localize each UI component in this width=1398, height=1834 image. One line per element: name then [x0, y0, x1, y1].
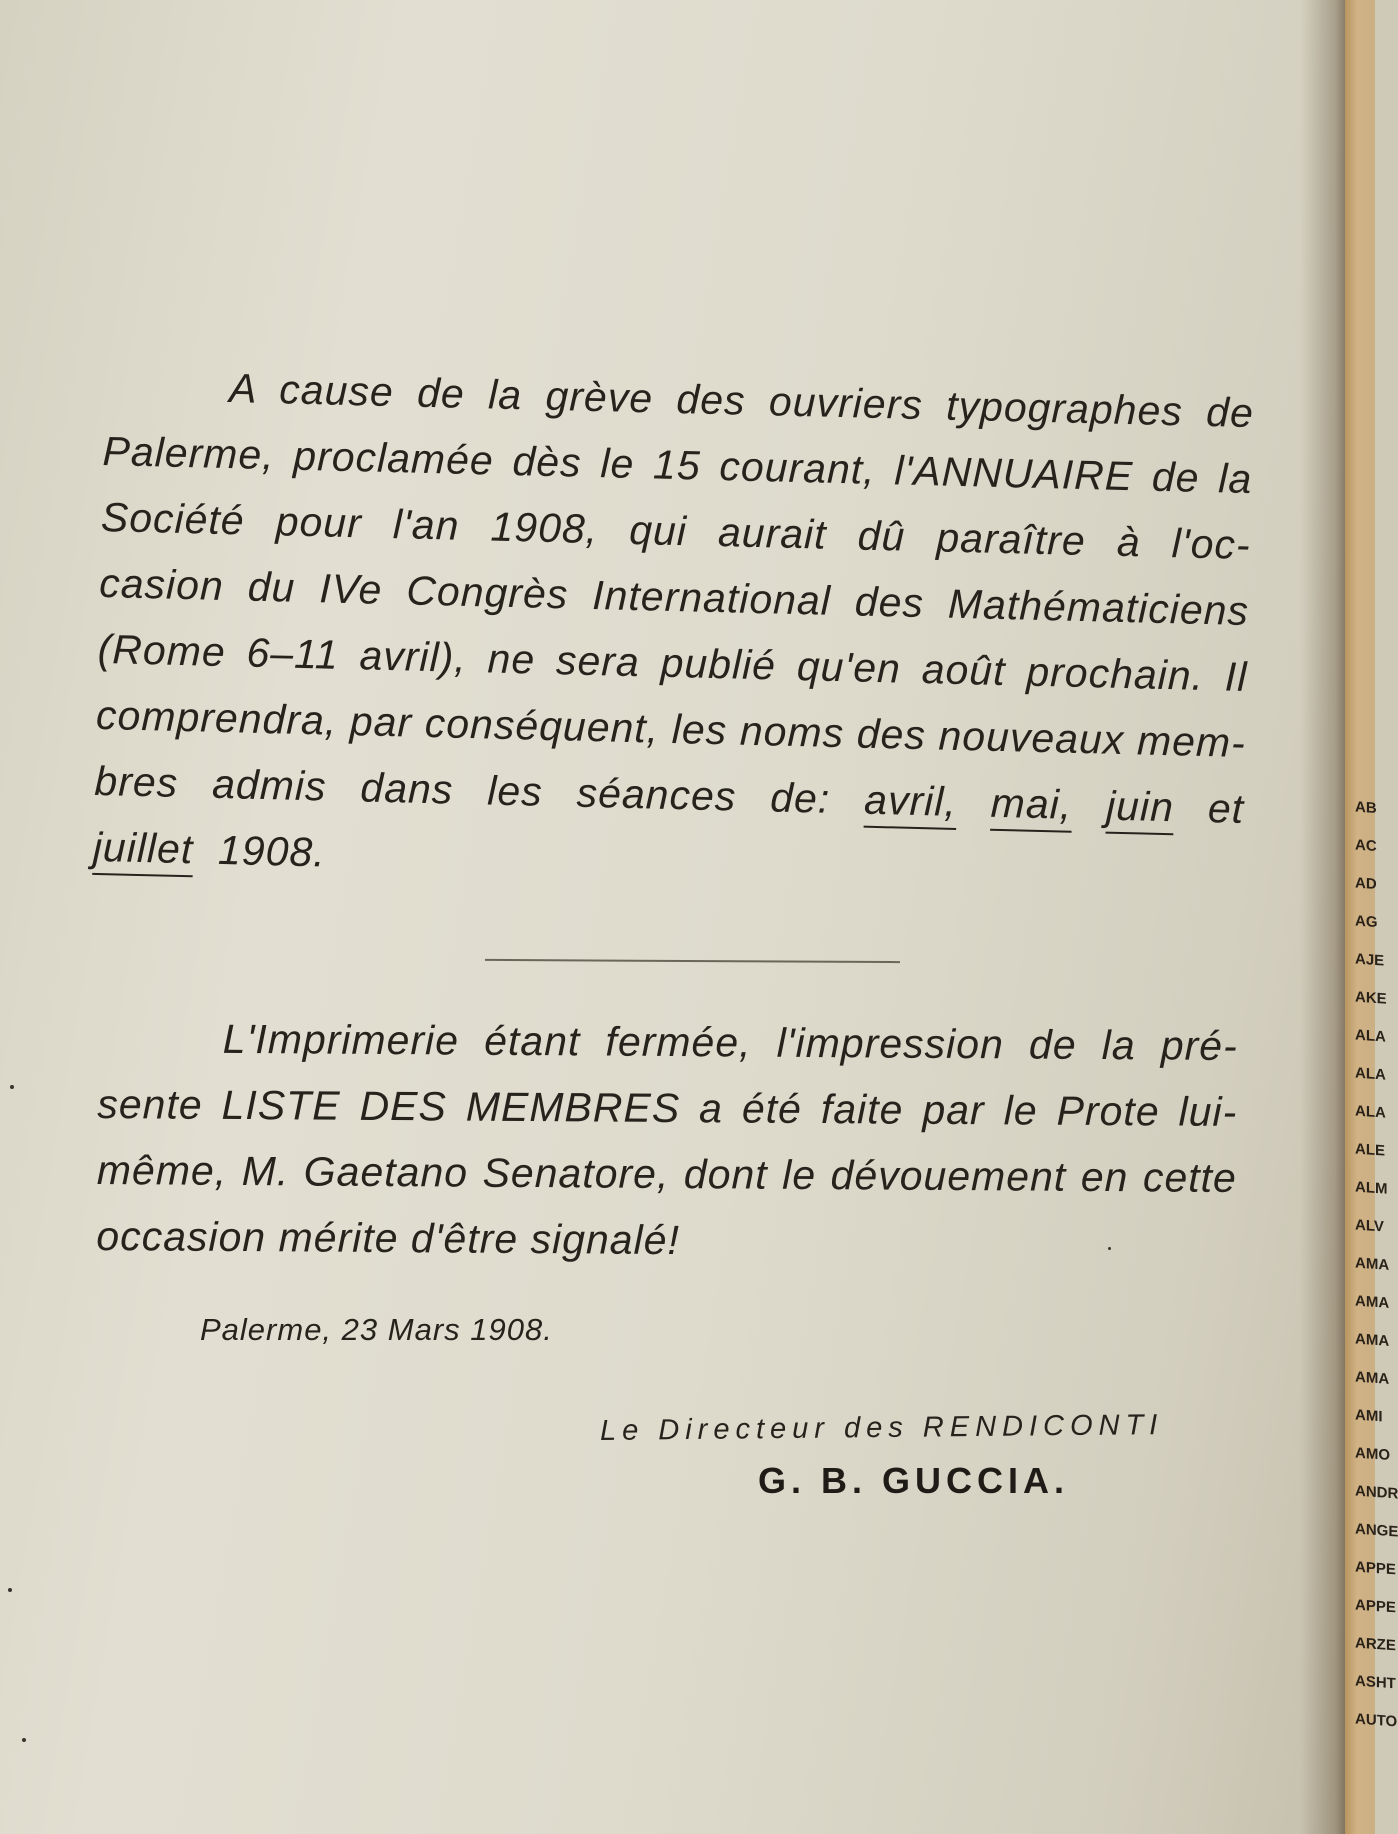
text-line: occasion mérite d'être signalé! — [96, 1212, 681, 1264]
signature-title: Le Directeur des RENDICONTI — [599, 1409, 1164, 1447]
facing-page-edge — [1345, 0, 1398, 1834]
paper-speck — [22, 1738, 26, 1742]
text-line: comprendra, par conséquent, les noms des nouveaux mem- — [95, 691, 1247, 766]
text-line: sente LISTE DES MEMBRES a été faite par le Prote lui- — [97, 1080, 1238, 1135]
month-may: mai, — [990, 779, 1073, 828]
text-line: L'Imprimerie étant fermée, l'impression de la pré- — [222, 1015, 1238, 1069]
facing-page-index-fragments: AB AC AD AG AJE AKE ALA ALA ALA ALE ALM ALV AMA AMA AMA AMA AMI AMO ANDR ANGE APPE APPE ARZE ASHT AUTO — [1355, 798, 1398, 1731]
text-line-start: bres admis dans les séances de: — [93, 757, 831, 822]
paper-speck — [10, 1085, 14, 1089]
month-april: avril, — [863, 776, 958, 825]
paragraph-strike-notice — [92, 352, 1255, 908]
paper-speck — [1108, 1247, 1111, 1250]
book-gutter-shadow — [1300, 0, 1350, 1834]
text-line: même, M. Gaetano Senatore, dont le dévouement en cette — [96, 1146, 1237, 1201]
text-line: A cause de la grève des ouvriers typographes de — [228, 365, 1255, 437]
text-line: Société pour l'an 1908, qui aurait dû paraître à l'oc- — [100, 493, 1252, 569]
text-line: casion du IVe Congrès International des Mathématiciens — [98, 559, 1250, 635]
month-june: juin — [1105, 782, 1175, 831]
year: 1908. — [217, 826, 327, 876]
text-line: Palerme, proclamée dès le 15 courant, l'ANNUAIRE de la — [102, 427, 1253, 503]
month-july: juillet — [92, 823, 194, 873]
paragraph-printer-note — [96, 1005, 1238, 1277]
signature-name: G. B. GUCCIA. — [758, 1460, 1070, 1501]
text-line: (Rome 6–11 avril), ne sera publié qu'en août prochain. Il — [97, 625, 1248, 701]
paper-speck — [8, 1588, 12, 1592]
place-date: Palerme, 23 Mars 1908. — [200, 1312, 553, 1347]
conjunction: et — [1207, 785, 1245, 832]
